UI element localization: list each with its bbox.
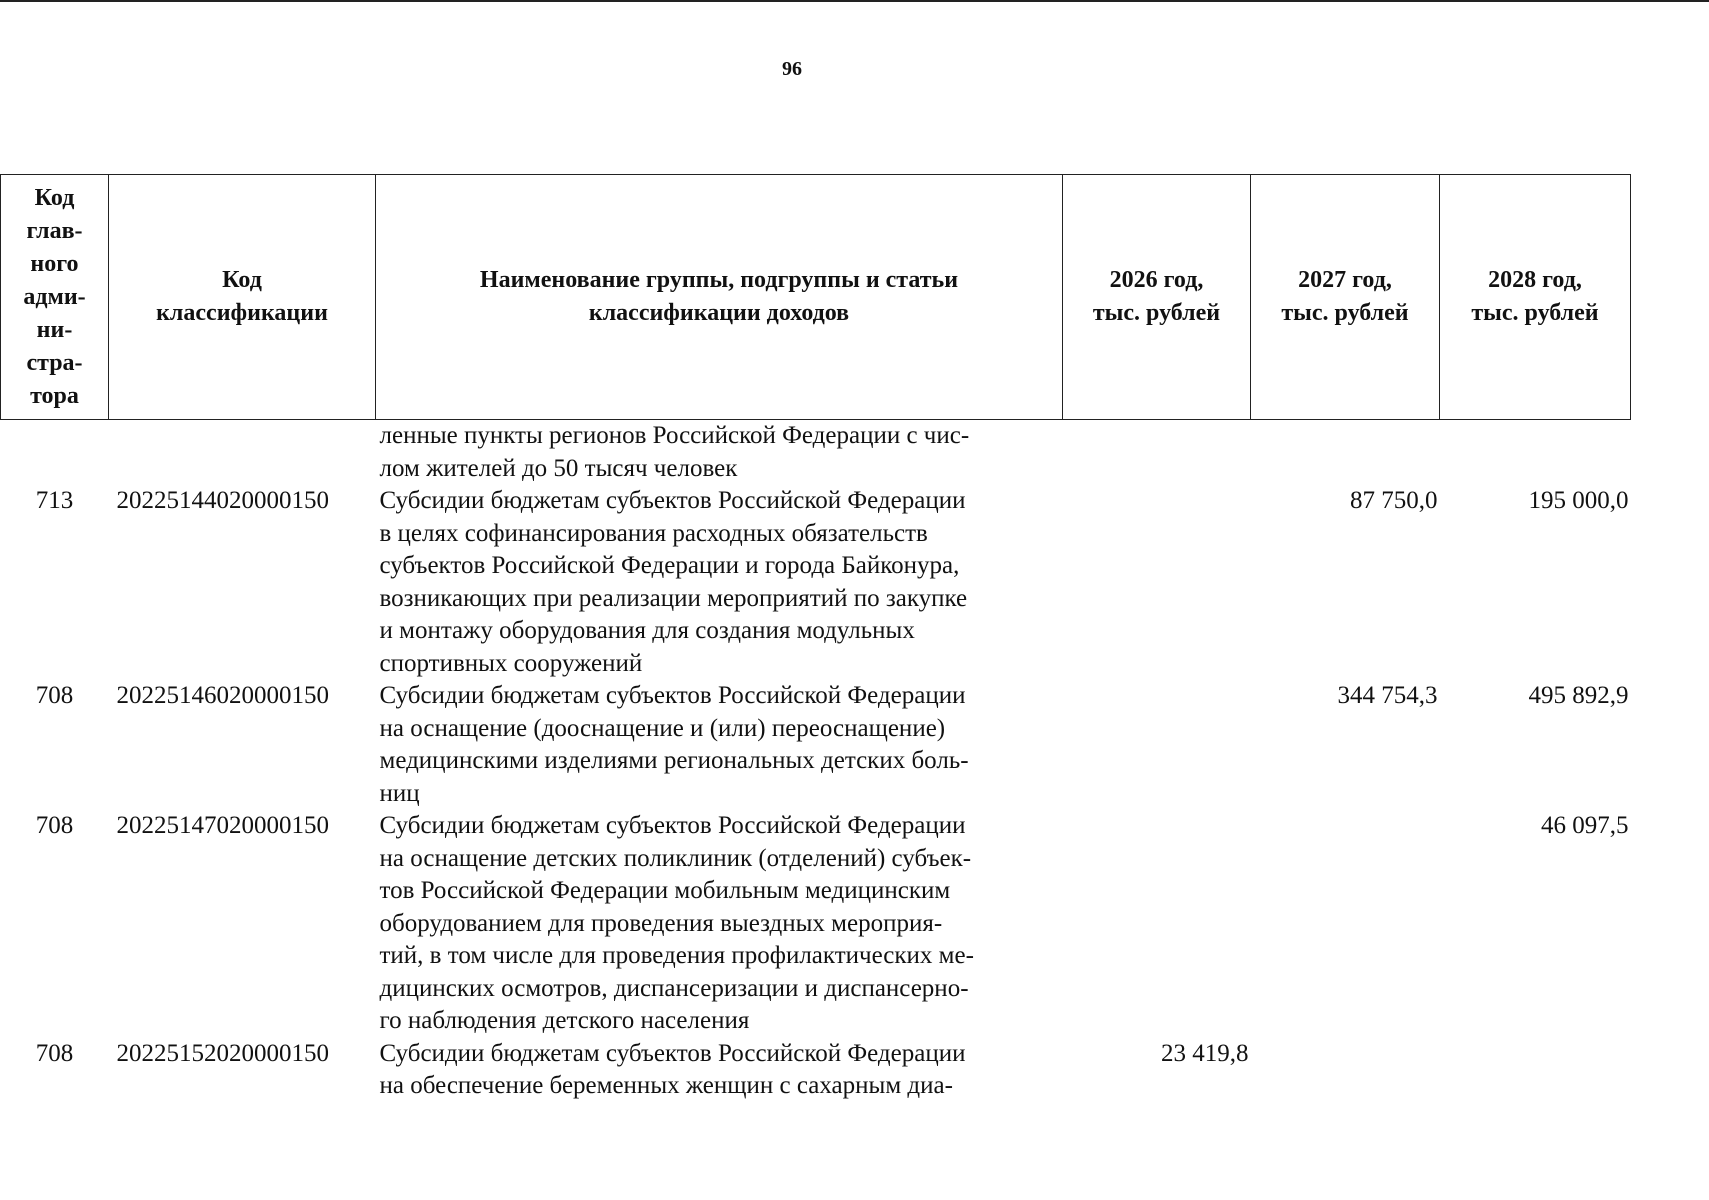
cell-code: 20225144020000150 bbox=[116, 487, 329, 514]
top-border-line bbox=[0, 0, 1709, 2]
cell-code: 20225147020000150 bbox=[116, 812, 329, 839]
table-row bbox=[1, 420, 1631, 486]
cell-code: 20225152020000150 bbox=[116, 1039, 329, 1067]
cell-name: Субсидии бюджетам субъектов Российской Федерации в целях софинансирования расходных обязательств субъектов Российской Федерации и города Байконура, возникающих при реализации мероприятий по закупке и монтажу оборудования для создания модульных спортивных сооружений bbox=[379, 487, 968, 677]
cell-admin: 708 bbox=[35, 682, 74, 709]
header-year-2027: 2027 год, тыс. рублей bbox=[1251, 175, 1440, 420]
cell-2028: 46 097,5 bbox=[1541, 812, 1629, 839]
cell-2026 bbox=[1063, 420, 1251, 486]
table-header bbox=[1, 175, 1631, 420]
cell-code: 20225146020000150 bbox=[116, 682, 329, 709]
table-row bbox=[1, 1038, 1631, 1103]
header-classification-code: Код классификации bbox=[109, 175, 376, 420]
cell-2026 bbox=[1063, 485, 1251, 680]
header-admin-code: Код глав- ного адми- ни- стра- тора bbox=[1, 175, 109, 420]
cell-2028: 495 892,9 bbox=[1528, 682, 1629, 709]
table-row bbox=[1, 810, 1631, 1038]
header-name: Наименование группы, подгруппы и статьи классификации доходов bbox=[376, 175, 1063, 420]
cell-admin: 708 bbox=[35, 1039, 74, 1067]
cell-2027: 344 754,3 bbox=[1337, 682, 1438, 709]
table-row bbox=[1, 680, 1631, 810]
table-body bbox=[1, 420, 1631, 1103]
cell-2027 bbox=[1251, 420, 1440, 486]
table-row bbox=[1, 485, 1631, 680]
cell-2027 bbox=[1251, 810, 1440, 1038]
cell-2028 bbox=[1440, 420, 1631, 486]
cell-2028: 195 000,0 bbox=[1528, 487, 1629, 514]
cell-2027: 87 750,0 bbox=[1350, 487, 1438, 514]
cell-admin: 713 bbox=[35, 487, 74, 514]
cell-name: Субсидии бюджетам субъектов Российской Федерации на оснащение детских поликлиник (отделений) субъек- тов Российской Федерации мобильным медицинским оборудованием для проведения выездных мероприя- тий, в том числе для проведения профилактических ме- дицинских осмотров, диспансеризации и диспансерно- го наблюдения детского населения bbox=[379, 812, 974, 1034]
header-year-2026: 2026 год, тыс. рублей bbox=[1063, 175, 1251, 420]
cell-name: ленные пункты регионов Российской Федерации с чис- лом жителей до 50 тысяч человек bbox=[379, 422, 970, 482]
header-year-2028: 2028 год, тыс. рублей bbox=[1440, 175, 1631, 420]
cell-2027 bbox=[1251, 1038, 1440, 1103]
cell-name: Субсидии бюджетам субъектов Российской Федерации на обеспечение беременных женщин с сахарным диа- bbox=[379, 1039, 966, 1099]
cell-2028 bbox=[1440, 1038, 1631, 1103]
revenue-table bbox=[0, 174, 1631, 1103]
cell-2026 bbox=[1063, 810, 1251, 1038]
page-number: 96 bbox=[782, 58, 802, 80]
cell-2026 bbox=[1063, 680, 1251, 810]
cell-admin bbox=[1, 420, 109, 486]
cell-2026: 23 419,8 bbox=[1161, 1039, 1249, 1067]
cell-code bbox=[109, 420, 376, 486]
cell-name: Субсидии бюджетам субъектов Российской Федерации на оснащение (дооснащение и (или) переоснащение) медицинскими изделиями региональных детских боль- ниц bbox=[379, 682, 969, 807]
cell-admin: 708 bbox=[35, 812, 74, 839]
